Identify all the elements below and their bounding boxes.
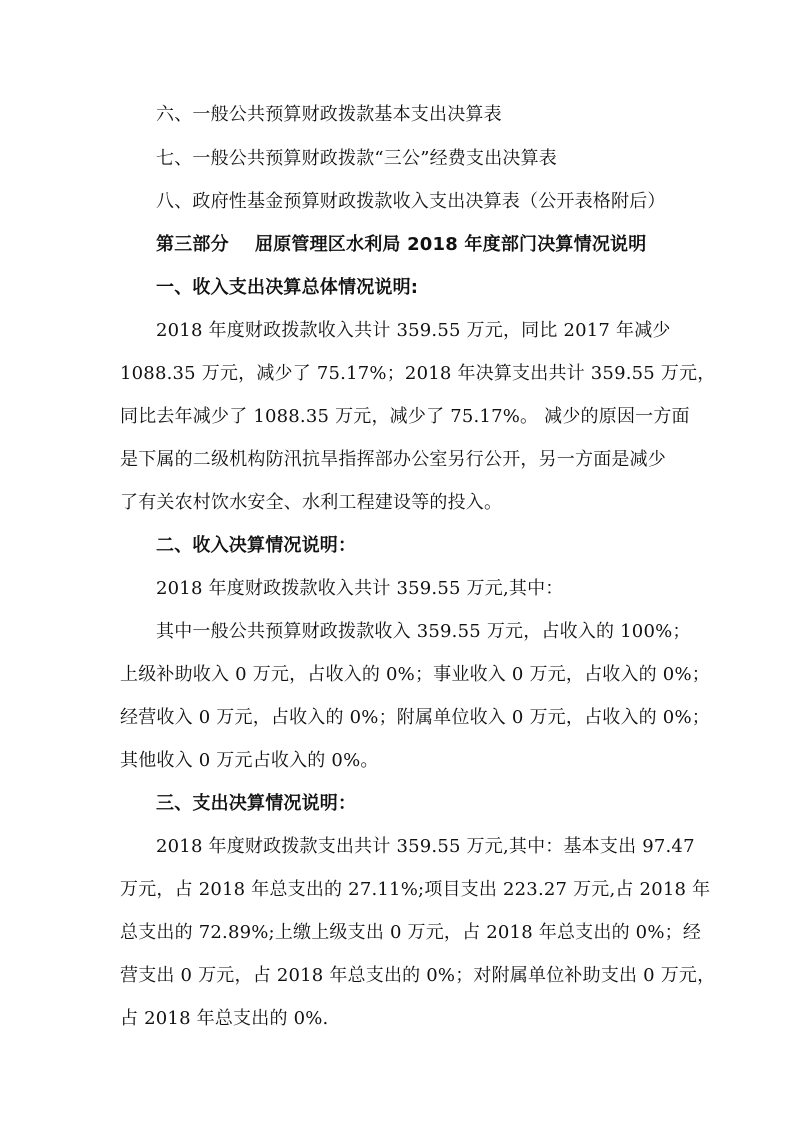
section-3-heading: 三、支出决算情况说明： <box>156 793 357 814</box>
section-2-line-1: 其中一般公共预算财政拨款收入 359.55 万元，占收入的 100%； <box>156 621 691 642</box>
section-2-heading: 二、收入决算情况说明： <box>156 535 357 556</box>
toc-item-7: 七、一般公共预算财政拨款“三公”经费支出决算表 <box>156 148 558 169</box>
toc-item-6: 六、一般公共预算财政拨款基本支出决算表 <box>156 104 502 125</box>
section-3-line-3: 总支出的 72.89%;上缴上级支出 0 万元，占 2018 年总支出的 0%；经 <box>120 922 702 943</box>
section-3-line-2: 万元，占 2018 年总支出的 27.11%;项目支出 223.27 万元,占 2018 年 <box>120 879 711 900</box>
section-2-intro: 2018 年度财政拨款收入共计 359.55 万元,其中： <box>156 578 564 599</box>
section-1-heading: 一、收入支出决算总体情况说明: <box>156 277 419 298</box>
section-2-line-2: 上级补助收入 0 万元，占收入的 0%；事业收入 0 万元，占收入的 0%； <box>120 664 710 685</box>
section-3-line-4: 营支出 0 万元，占 2018 年总支出的 0%；对附属单位补助支出 0 万元， <box>120 965 716 986</box>
part-three-title: 屈原管理区水利局 2018 年度部门决算情况说明 <box>255 234 647 255</box>
section-3-line-1: 2018 年度财政拨款支出共计 359.55 万元,其中：基本支出 97.47 <box>156 836 695 857</box>
section-2-line-3: 经营收入 0 万元，占收入的 0%；附属单位收入 0 万元，占收入的 0%； <box>120 707 710 728</box>
section-1-line-5: 了有关农村饮水安全、水利工程建设等的投入。 <box>120 492 503 513</box>
section-2-line-4: 其他收入 0 万元占收入的 0%。 <box>120 750 379 771</box>
section-1-line-4: 是下属的二级机构防汛抗旱指挥部办公室另行公开，另一方面是减少 <box>120 449 666 470</box>
section-1-line-1: 2018 年度财政拨款收入共计 359.55 万元，同比 2017 年减少 <box>156 320 671 341</box>
section-3-line-5: 占 2018 年总支出的 0%. <box>120 1008 329 1029</box>
part-three-label: 第三部分 <box>156 234 229 255</box>
section-1-line-3: 同比去年减少了 1088.35 万元，减少了 75.17%。 减少的原因一方面 <box>120 406 690 427</box>
section-1-line-2: 1088.35 万元，减少了 75.17%；2018 年决算支出共计 359.55 万元， <box>120 363 716 384</box>
toc-item-8: 八、政府性基金预算财政拨款收入支出决算表（公开表格附后） <box>156 191 666 212</box>
